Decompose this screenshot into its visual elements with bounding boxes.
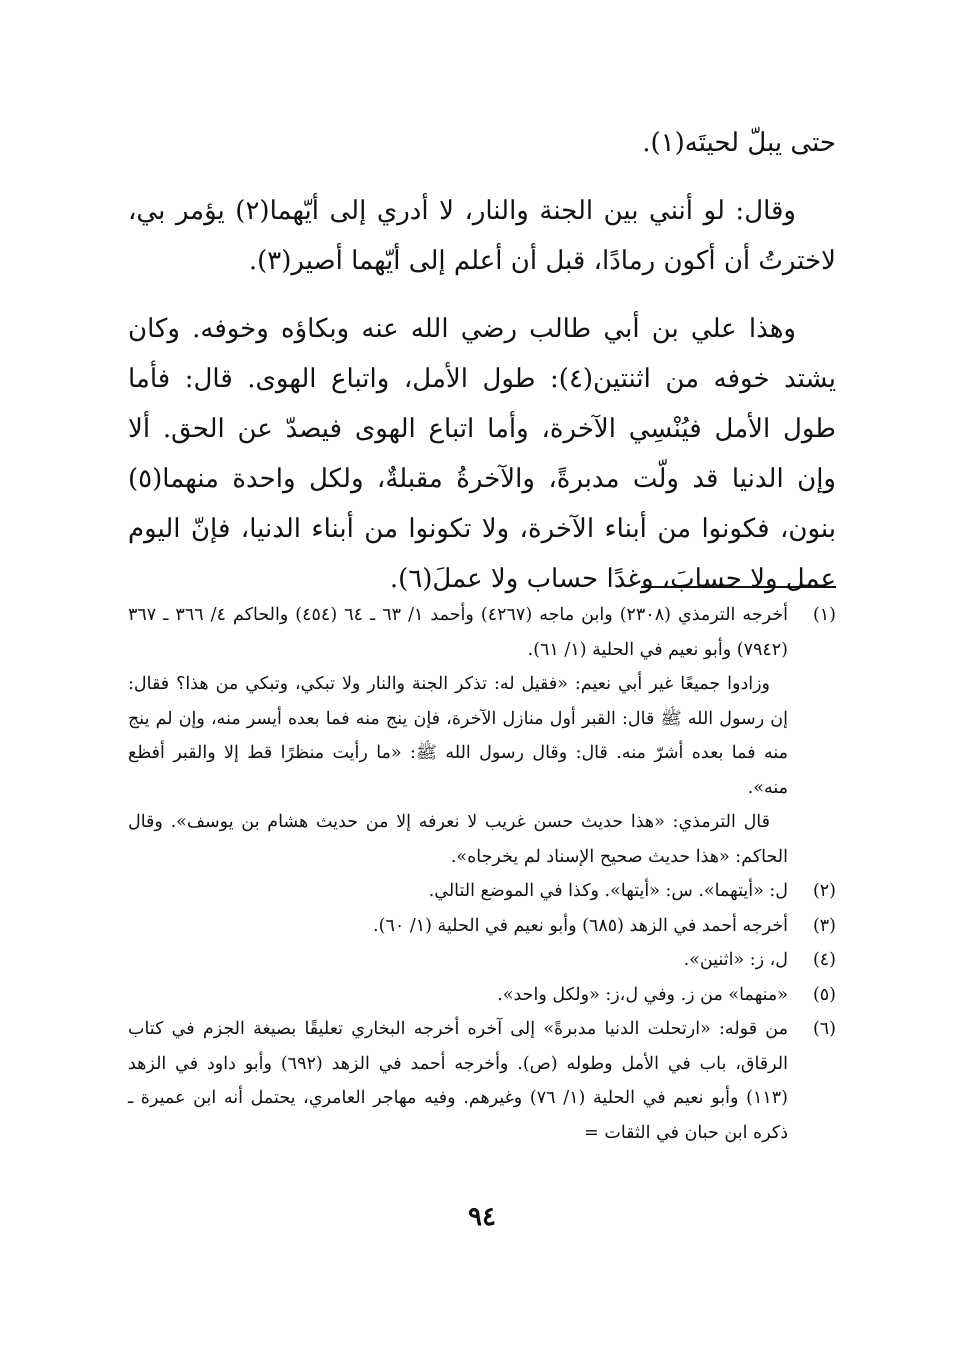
footnote-body: [128, 598, 788, 874]
footnote-text: أخرجه أحمد في الزهد (٦٨٥) وأبو نعيم في الحلية (١/ ٦٠).: [373, 915, 788, 936]
footnote-3: [128, 909, 836, 944]
footnote-number: (٥): [812, 984, 836, 1005]
footnote-body: [128, 874, 788, 909]
footnote-text: قال الترمذي: «هذا حديث حسن غريب لا نعرفه إلا من حديث هشام بن يوسف». وقال الحاكم: «هذا حديث صحيح الإسناد لم يخرجاه».: [128, 812, 788, 867]
footnote-text: «منهما» من ز. وفي ل،ز: «ولكل واحد».: [497, 984, 788, 1005]
footnote-number: (٦): [812, 1019, 836, 1039]
footnote-number: (١): [812, 605, 836, 625]
footnote-body: [128, 1012, 788, 1150]
footnote-text: أخرجه الترمذي (٢٣٠٨) وابن ماجه (٤٢٦٧) وأحمد ١/ ٦٣ ـ ٦٤ (٤٥٤) والحاكم ٤/ ٣٦٦ ـ ٣٦٧ (٧٩٤٢) وأبو نعيم في الحلية (١/ ٦١).: [128, 605, 788, 660]
main-paragraph-3: وهذا علي بن أبي طالب رضي الله عنه وبكاؤه وخوفه. وكان يشتد خوفه من اثنتين(٤): طول الأمل، واتباع الهوى. قال: فأما طول الأمل فيُنْسِي الآخرة، وأما اتباع الهوى فيصدّ عن الحق. ألا وإن الدنيا قد ولّت مدبرةً، والآخرةُ مقبلةٌ، ولكل واحدة منهما(٥) بنون، فكونوا من أبناء الآخرة، ولا تكونوا من أبناء الدنيا، فإنّ اليوم عمل ولا حسابَ، وغدًا حساب ولا عملَ(٦).: [128, 314, 836, 594]
footnote-text: وزادوا جميعًا غير أبي نعيم: «فقيل له: تذكر الجنة والنار ولا تبكي، وتبكي من هذا؟ فقال: إن رسول الله ﷺ قال: القبر أول منازل الآخرة، فإن ينج منه فما بعده أيسر منه، وإن لم ينج منه فما بعده أشرّ منه. قال: وقال رسول الله ﷺ: «ما رأيت منظرًا قط إلا والقبر أفظع منه».: [128, 674, 788, 798]
main-paragraph-2: وقال: لو أنني بين الجنة والنار، لا أدري إلى أيّهما(٢) يؤمر بي، لاخترتُ أن أكون رمادًا، قبل أن أعلم إلى أيّهما أصير(٣).: [128, 196, 836, 276]
footnote-1: [128, 598, 836, 874]
footnote-2: [128, 874, 836, 909]
footnote-number: (٤): [812, 950, 836, 970]
footnote-text: ل: «أيتهما». س: «أيتها». وكذا في الموضع التالي.: [428, 881, 788, 901]
footnote-body: [128, 909, 788, 944]
footnote-5: [128, 978, 836, 1013]
footnote-6: [128, 1012, 836, 1150]
footnote-body: [128, 943, 788, 978]
footnote-text: من قوله: «ارتحلت الدنيا مدبرةً» إلى آخره أخرجه البخاري تعليقًا بصيغة الجزم في كتاب الرقاق، باب في الأمل وطوله (ص). وأخرجه أحمد في الزهد (٦٩٢) وأبو داود في الزهد (١١٣) وأبو نعيم في الحلية (١/ ٧٦) وغيرهم. وفيه مهاجر العامري، يحتمل أنه ابن عميرة ـ ذكره ابن حبان في الثقات =: [128, 1019, 788, 1143]
footnote-4: [128, 943, 836, 978]
footnote-body: [128, 978, 788, 1013]
main-text: [128, 118, 836, 604]
footnote-number: (٢): [812, 881, 836, 901]
footnote-number: (٣): [812, 915, 836, 936]
footnote-separator: [641, 586, 836, 588]
footnotes: [128, 598, 836, 1150]
footnote-text: ل، ز: «اثنين».: [683, 950, 788, 970]
page-number: ٩٤: [468, 1202, 496, 1232]
main-paragraph-1: حتى يبلّ لحيتَه(١).: [642, 128, 836, 158]
